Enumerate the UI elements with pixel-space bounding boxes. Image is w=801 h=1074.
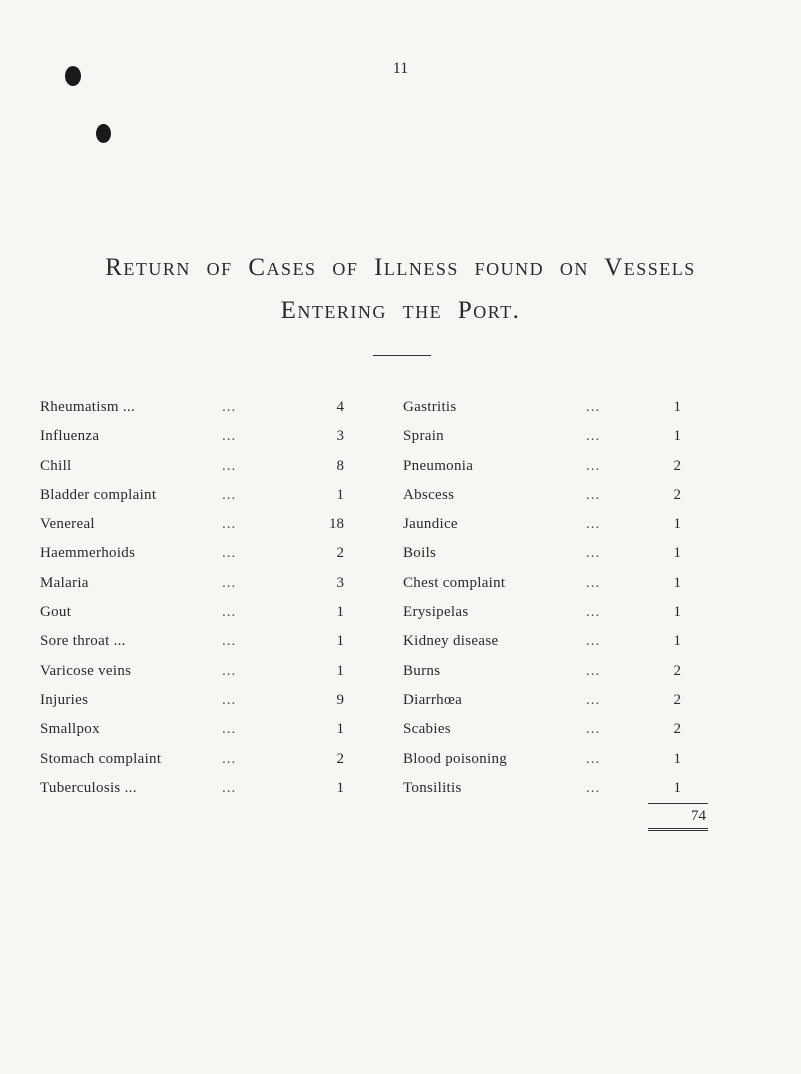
leader-dots: ... <box>222 779 237 796</box>
case-count: 2 <box>673 457 681 474</box>
list-item <box>40 633 370 662</box>
list-item <box>40 604 370 633</box>
case-count: 1 <box>673 750 681 767</box>
illness-name: Chest complaint <box>403 574 506 591</box>
list-item <box>403 516 733 545</box>
case-count: 2 <box>336 545 344 562</box>
leader-dots: ... <box>222 721 237 738</box>
leader-dots: ... <box>586 721 601 738</box>
illness-name: Scabies <box>403 721 451 738</box>
case-count: 2 <box>673 721 681 738</box>
illness-name: Erysipelas <box>403 604 469 621</box>
illness-name: Varicose veins <box>40 662 132 679</box>
right-column-list <box>403 399 733 809</box>
leader-dots: ... <box>586 399 601 415</box>
case-count: 1 <box>673 428 681 445</box>
illness-name: Haemmerhoids <box>40 545 136 562</box>
leader-dots: ... <box>222 604 237 621</box>
illness-name: Blood poisoning <box>403 750 508 767</box>
leader-dots: ... <box>222 545 237 562</box>
list-item <box>403 780 733 809</box>
illness-name: Gastritis <box>403 399 457 415</box>
leader-dots: ... <box>586 750 601 767</box>
title-divider <box>373 355 431 356</box>
left-column-list <box>40 399 370 809</box>
list-item <box>40 575 370 604</box>
leader-dots: ... <box>222 486 237 503</box>
case-count: 1 <box>673 545 681 562</box>
illness-name: Boils <box>403 545 437 562</box>
case-count: 1 <box>336 662 344 679</box>
case-count: 1 <box>673 604 681 621</box>
list-item <box>403 751 733 780</box>
list-item <box>403 721 733 750</box>
case-count: 3 <box>336 574 344 591</box>
leader-dots: ... <box>222 662 237 679</box>
case-count: 1 <box>336 721 344 738</box>
illness-name: Sore throat ... <box>40 633 126 650</box>
leader-dots: ... <box>586 574 601 591</box>
illness-name: Stomach complaint <box>40 750 162 767</box>
illness-name: Jaundice <box>403 516 458 533</box>
leader-dots: ... <box>586 486 601 503</box>
illness-name: Gout <box>40 604 72 621</box>
list-item <box>40 487 370 516</box>
illness-name: Tonsilitis <box>403 779 462 796</box>
illness-name: Rheumatism ... <box>40 399 136 415</box>
ink-blot <box>96 124 111 143</box>
leader-dots: ... <box>222 399 237 415</box>
list-item <box>403 487 733 516</box>
illness-name: Influenza <box>40 428 100 445</box>
case-count: 1 <box>336 779 344 796</box>
illness-name: Chill <box>40 457 72 474</box>
list-item <box>40 458 370 487</box>
illness-name: Smallpox <box>40 721 100 738</box>
total-rule <box>648 803 708 804</box>
illness-name: Kidney disease <box>403 633 499 650</box>
list-item <box>403 663 733 692</box>
list-item <box>403 604 733 633</box>
list-item <box>40 399 370 428</box>
total-double-rule <box>648 828 708 831</box>
case-count: 4 <box>336 399 344 415</box>
list-item <box>403 692 733 721</box>
leader-dots: ... <box>586 779 601 796</box>
leader-dots: ... <box>586 428 601 445</box>
list-item <box>40 721 370 750</box>
leader-dots: ... <box>586 516 601 533</box>
list-item <box>403 575 733 604</box>
case-count: 1 <box>673 574 681 591</box>
page-subtitle: Entering the Port. <box>280 297 521 324</box>
illness-name: Abscess <box>403 486 455 503</box>
case-count: 1 <box>673 633 681 650</box>
list-item <box>403 545 733 574</box>
case-count: 2 <box>673 486 681 503</box>
list-item <box>40 516 370 545</box>
list-item <box>403 458 733 487</box>
list-item <box>403 399 733 428</box>
illness-name: Bladder complaint <box>40 486 157 503</box>
leader-dots: ... <box>586 545 601 562</box>
leader-dots: ... <box>586 691 601 708</box>
case-count: 2 <box>673 662 681 679</box>
case-count: 1 <box>336 604 344 621</box>
case-count: 18 <box>329 516 344 533</box>
leader-dots: ... <box>222 750 237 767</box>
total-count: 74 <box>691 808 706 824</box>
case-count: 9 <box>336 691 344 708</box>
illness-name: Burns <box>403 662 441 679</box>
case-count: 3 <box>336 428 344 445</box>
list-item <box>40 428 370 457</box>
illness-name: Venereal <box>40 516 95 533</box>
illness-name: Malaria <box>40 574 89 591</box>
illness-name: Pneumonia <box>403 457 474 474</box>
case-count: 1 <box>336 486 344 503</box>
leader-dots: ... <box>222 574 237 591</box>
case-count: 8 <box>336 457 344 474</box>
list-item <box>403 428 733 457</box>
illness-name: Sprain <box>403 428 444 445</box>
list-item <box>40 780 370 809</box>
list-item <box>40 545 370 574</box>
page-number: 11 <box>392 60 409 77</box>
list-item <box>40 692 370 721</box>
case-count: 2 <box>673 691 681 708</box>
case-count: 1 <box>673 399 681 415</box>
leader-dots: ... <box>222 457 237 474</box>
leader-dots: ... <box>586 604 601 621</box>
leader-dots: ... <box>586 662 601 679</box>
page-title: Return of Cases of Illness found on Vessels <box>105 254 696 281</box>
case-count: 1 <box>336 633 344 650</box>
list-item <box>40 663 370 692</box>
illness-name: Injuries <box>40 691 89 708</box>
list-item <box>40 751 370 780</box>
illness-name: Tuberculosis ... <box>40 779 137 796</box>
case-count: 1 <box>673 779 681 796</box>
case-count: 1 <box>673 516 681 533</box>
leader-dots: ... <box>222 691 237 708</box>
leader-dots: ... <box>586 457 601 474</box>
list-item <box>403 633 733 662</box>
case-count: 2 <box>336 750 344 767</box>
leader-dots: ... <box>222 633 237 650</box>
leader-dots: ... <box>222 428 237 445</box>
leader-dots: ... <box>222 516 237 533</box>
illness-name: Diarrhœa <box>403 691 463 708</box>
leader-dots: ... <box>586 633 601 650</box>
